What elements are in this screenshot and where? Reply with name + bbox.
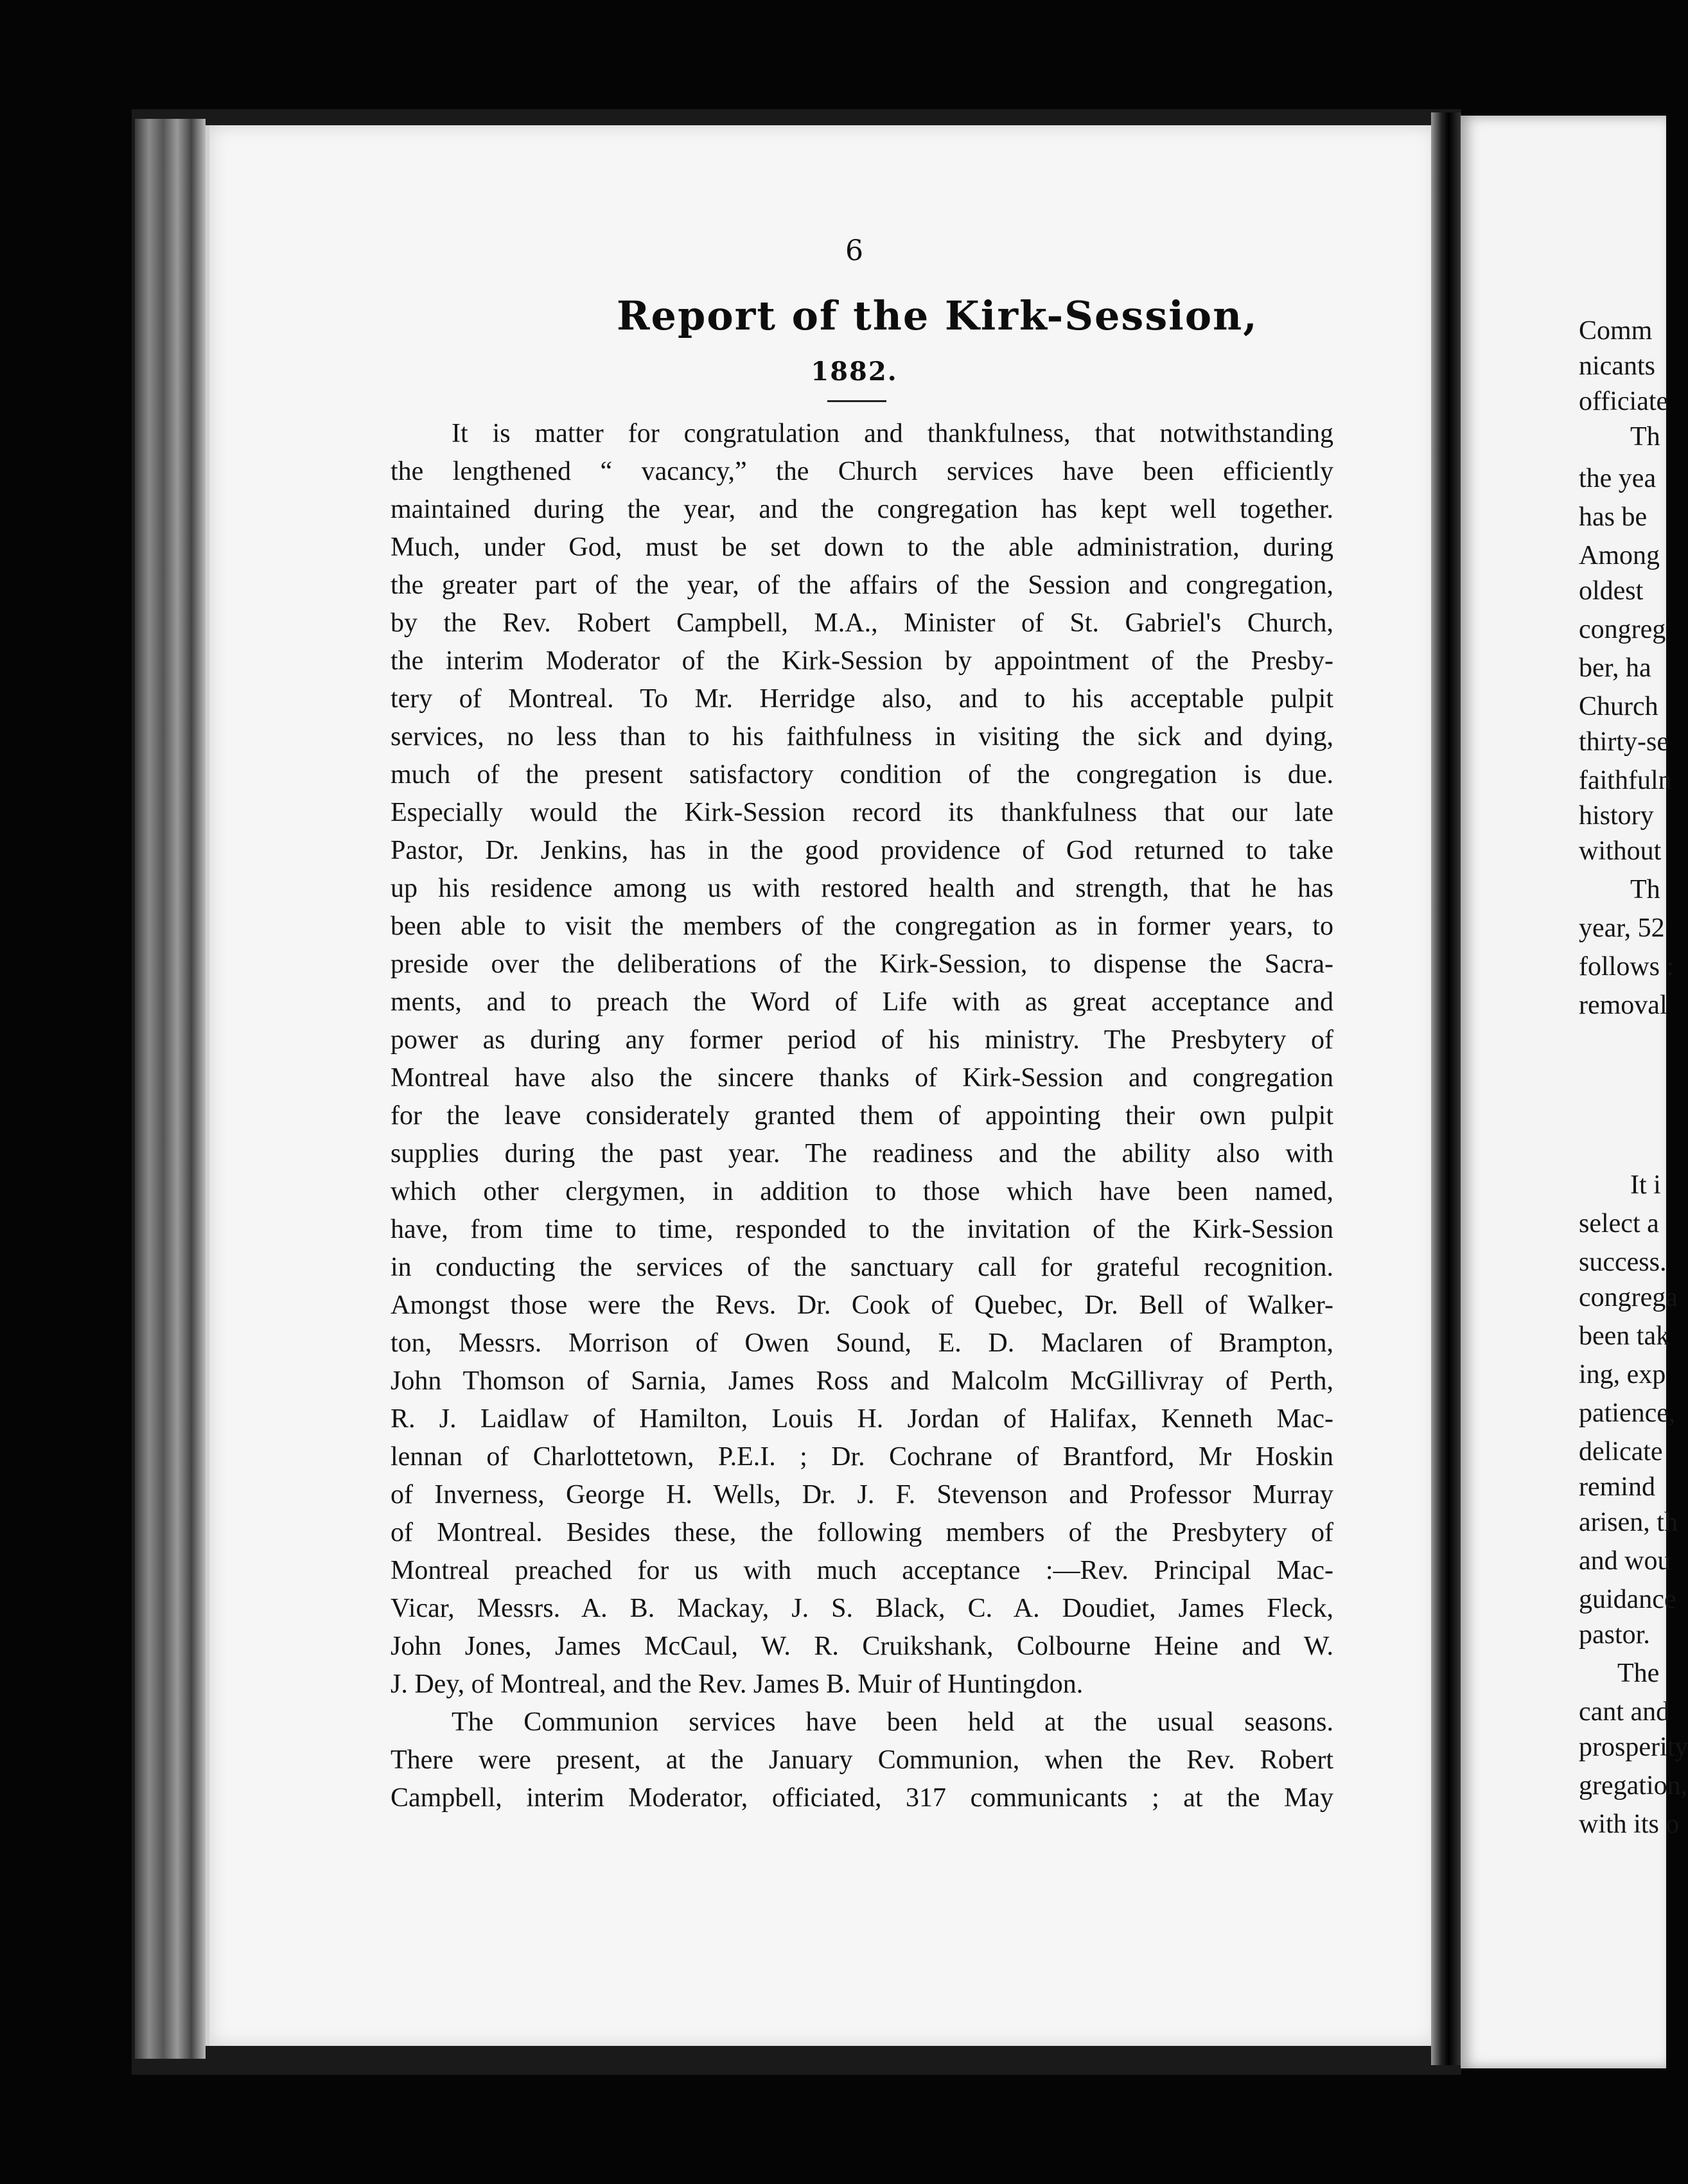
body-line: much of the present satisfactory condition of the congregation is due. [391,760,1333,789]
right-page-line: delicate [1579,1437,1663,1466]
right-page-line: oldest [1579,576,1644,606]
right-page-line: prosperity [1579,1732,1688,1762]
body-line: ments, and to preach the Word of Life with as great acceptance and [391,987,1333,1017]
right-page-line: remind [1579,1472,1655,1502]
body-line: tery of Montreal. To Mr. Herridge also, and to his acceptable pulpit [391,684,1333,714]
right-page-line: been tak [1579,1321,1670,1351]
body-line: J. Dey, of Montreal, and the Rev. James B. Muir of Huntingdon. [391,1669,1084,1699]
body-line: ton, Messrs. Morrison of Owen Sound, E. D. Maclaren of Brampton, [391,1328,1333,1358]
right-page-line: follows : [1579,952,1675,982]
title-divider [827,400,886,402]
right-page-line: Comm [1579,316,1653,346]
right-page-line: with its o [1579,1810,1680,1839]
right-page-line: pastor. [1579,1620,1650,1650]
right-page-line: It i [1630,1170,1661,1200]
body-line: up his residence among us with restored health and strength, that he has [391,874,1333,903]
right-page-line: removal [1579,991,1667,1020]
body-line: services, no less than to his faithfulness in visiting the sick and dying, [391,722,1333,752]
body-line: Montreal preached for us with much acceptance :—Rev. Principal Mac- [391,1556,1333,1585]
book-gutter [1431,112,1461,2065]
body-line: for the leave considerately granted them of appointing their own pulpit [391,1101,1333,1131]
right-page-line: year, 52 [1579,913,1665,943]
body-line: the interim Moderator of the Kirk-Session by appointment of the Presby- [391,646,1333,676]
body-line: which other clergymen, in addition to those which have been named, [391,1177,1333,1206]
right-page-line: gregation, [1579,1771,1688,1801]
right-page-line: patience, [1579,1398,1676,1428]
body-line: the lengthened “ vacancy,” the Church services have been efficiently [391,457,1333,486]
report-title: Report of the Kirk-Session, [617,292,1258,339]
body-line: Pastor, Dr. Jenkins, has in the good providence of God returned to take [391,836,1333,865]
body-line: Much, under God, must be set down to the able administration, during [391,533,1333,562]
right-page-line: cant and [1579,1697,1670,1727]
right-page-line: success. [1579,1247,1667,1277]
right-page-line: The [1617,1659,1660,1688]
page-edges [135,119,206,2059]
body-line: John Jones, James McCaul, W. R. Cruikshank, Colbourne Heine and W. [391,1632,1333,1661]
body-line: of Montreal. Besides these, the following members of the Presbytery of [391,1518,1333,1547]
body-line: It is matter for congratulation and thankfulness, that notwithstanding [452,419,1333,448]
right-page-line: select a [1579,1209,1659,1238]
body-line: The Communion services have been held at the usual seasons. [452,1707,1333,1737]
right-page-line: ing, exp [1579,1360,1666,1389]
right-page-line: ber, ha [1579,653,1651,683]
body-line: been able to visit the members of the congregation as in former years, to [391,911,1333,941]
body-line: R. J. Laidlaw of Hamilton, Louis H. Jordan of Halifax, Kenneth Mac- [391,1404,1333,1434]
report-year: 1882. [811,357,898,387]
right-page-line: Church [1579,692,1658,721]
body-line: There were present, at the January Communion, when the Rev. Robert [391,1745,1333,1775]
body-line: in conducting the services of the sanctuary call for grateful recognition. [391,1253,1333,1282]
right-page-line: Among [1579,541,1660,570]
right-page-line: history [1579,801,1654,831]
body-line: Montreal have also the sincere thanks of Kirk-Session and congregation [391,1063,1333,1093]
body-line: lennan of Charlottetown, P.E.I. ; Dr. Cochrane of Brantford, Mr Hoskin [391,1442,1333,1472]
right-page-line: congreg [1579,615,1666,644]
right-page-line: has be [1579,502,1648,532]
body-line: Especially would the Kirk-Session record its thankfulness that our late [391,798,1333,827]
body-line: Campbell, interim Moderator, officiated, 317 communicants ; at the May [391,1783,1333,1813]
right-page-line: the yea [1579,464,1657,493]
body-line: have, from time to time, responded to the invitation of the Kirk-Session [391,1215,1333,1244]
right-page-line: congrega [1579,1283,1678,1312]
body-line: maintained during the year, and the congregation has kept well together. [391,495,1333,524]
body-line: John Thomson of Sarnia, James Ross and Malcolm McGillivray of Perth, [391,1366,1333,1396]
right-page-line: faithfuln [1579,766,1672,795]
right-page-line: and wou [1579,1546,1671,1576]
right-page-line: arisen, th [1579,1508,1678,1537]
body-line: of Inverness, George H. Wells, Dr. J. F. Stevenson and Professor Murray [391,1480,1333,1510]
right-page-line: Th [1630,422,1660,452]
right-page-line: Th [1630,875,1660,904]
body-line: by the Rev. Robert Campbell, M.A., Minister of St. Gabriel's Church, [391,608,1333,638]
body-line: power as during any former period of his ministry. The Presbytery of [391,1025,1333,1055]
body-line: supplies during the past year. The readiness and the ability also with [391,1139,1333,1168]
page-number: 6 [845,234,863,267]
body-line: Amongst those were the Revs. Dr. Cook of Quebec, Dr. Bell of Walker- [391,1290,1333,1320]
right-page-line: thirty-se [1579,727,1669,757]
right-page-line: nicants [1579,351,1655,381]
right-page-line: without [1579,836,1662,866]
body-line: the greater part of the year, of the affairs of the Session and congregation, [391,570,1333,600]
right-page-line: guidance [1579,1585,1676,1614]
body-line: preside over the deliberations of the Kirk-Session, to dispense the Sacra- [391,949,1333,979]
body-line: Vicar, Messrs. A. B. Mackay, J. S. Black, C. A. Doudiet, James Fleck, [391,1594,1333,1623]
right-page-line: officiate [1579,387,1669,416]
